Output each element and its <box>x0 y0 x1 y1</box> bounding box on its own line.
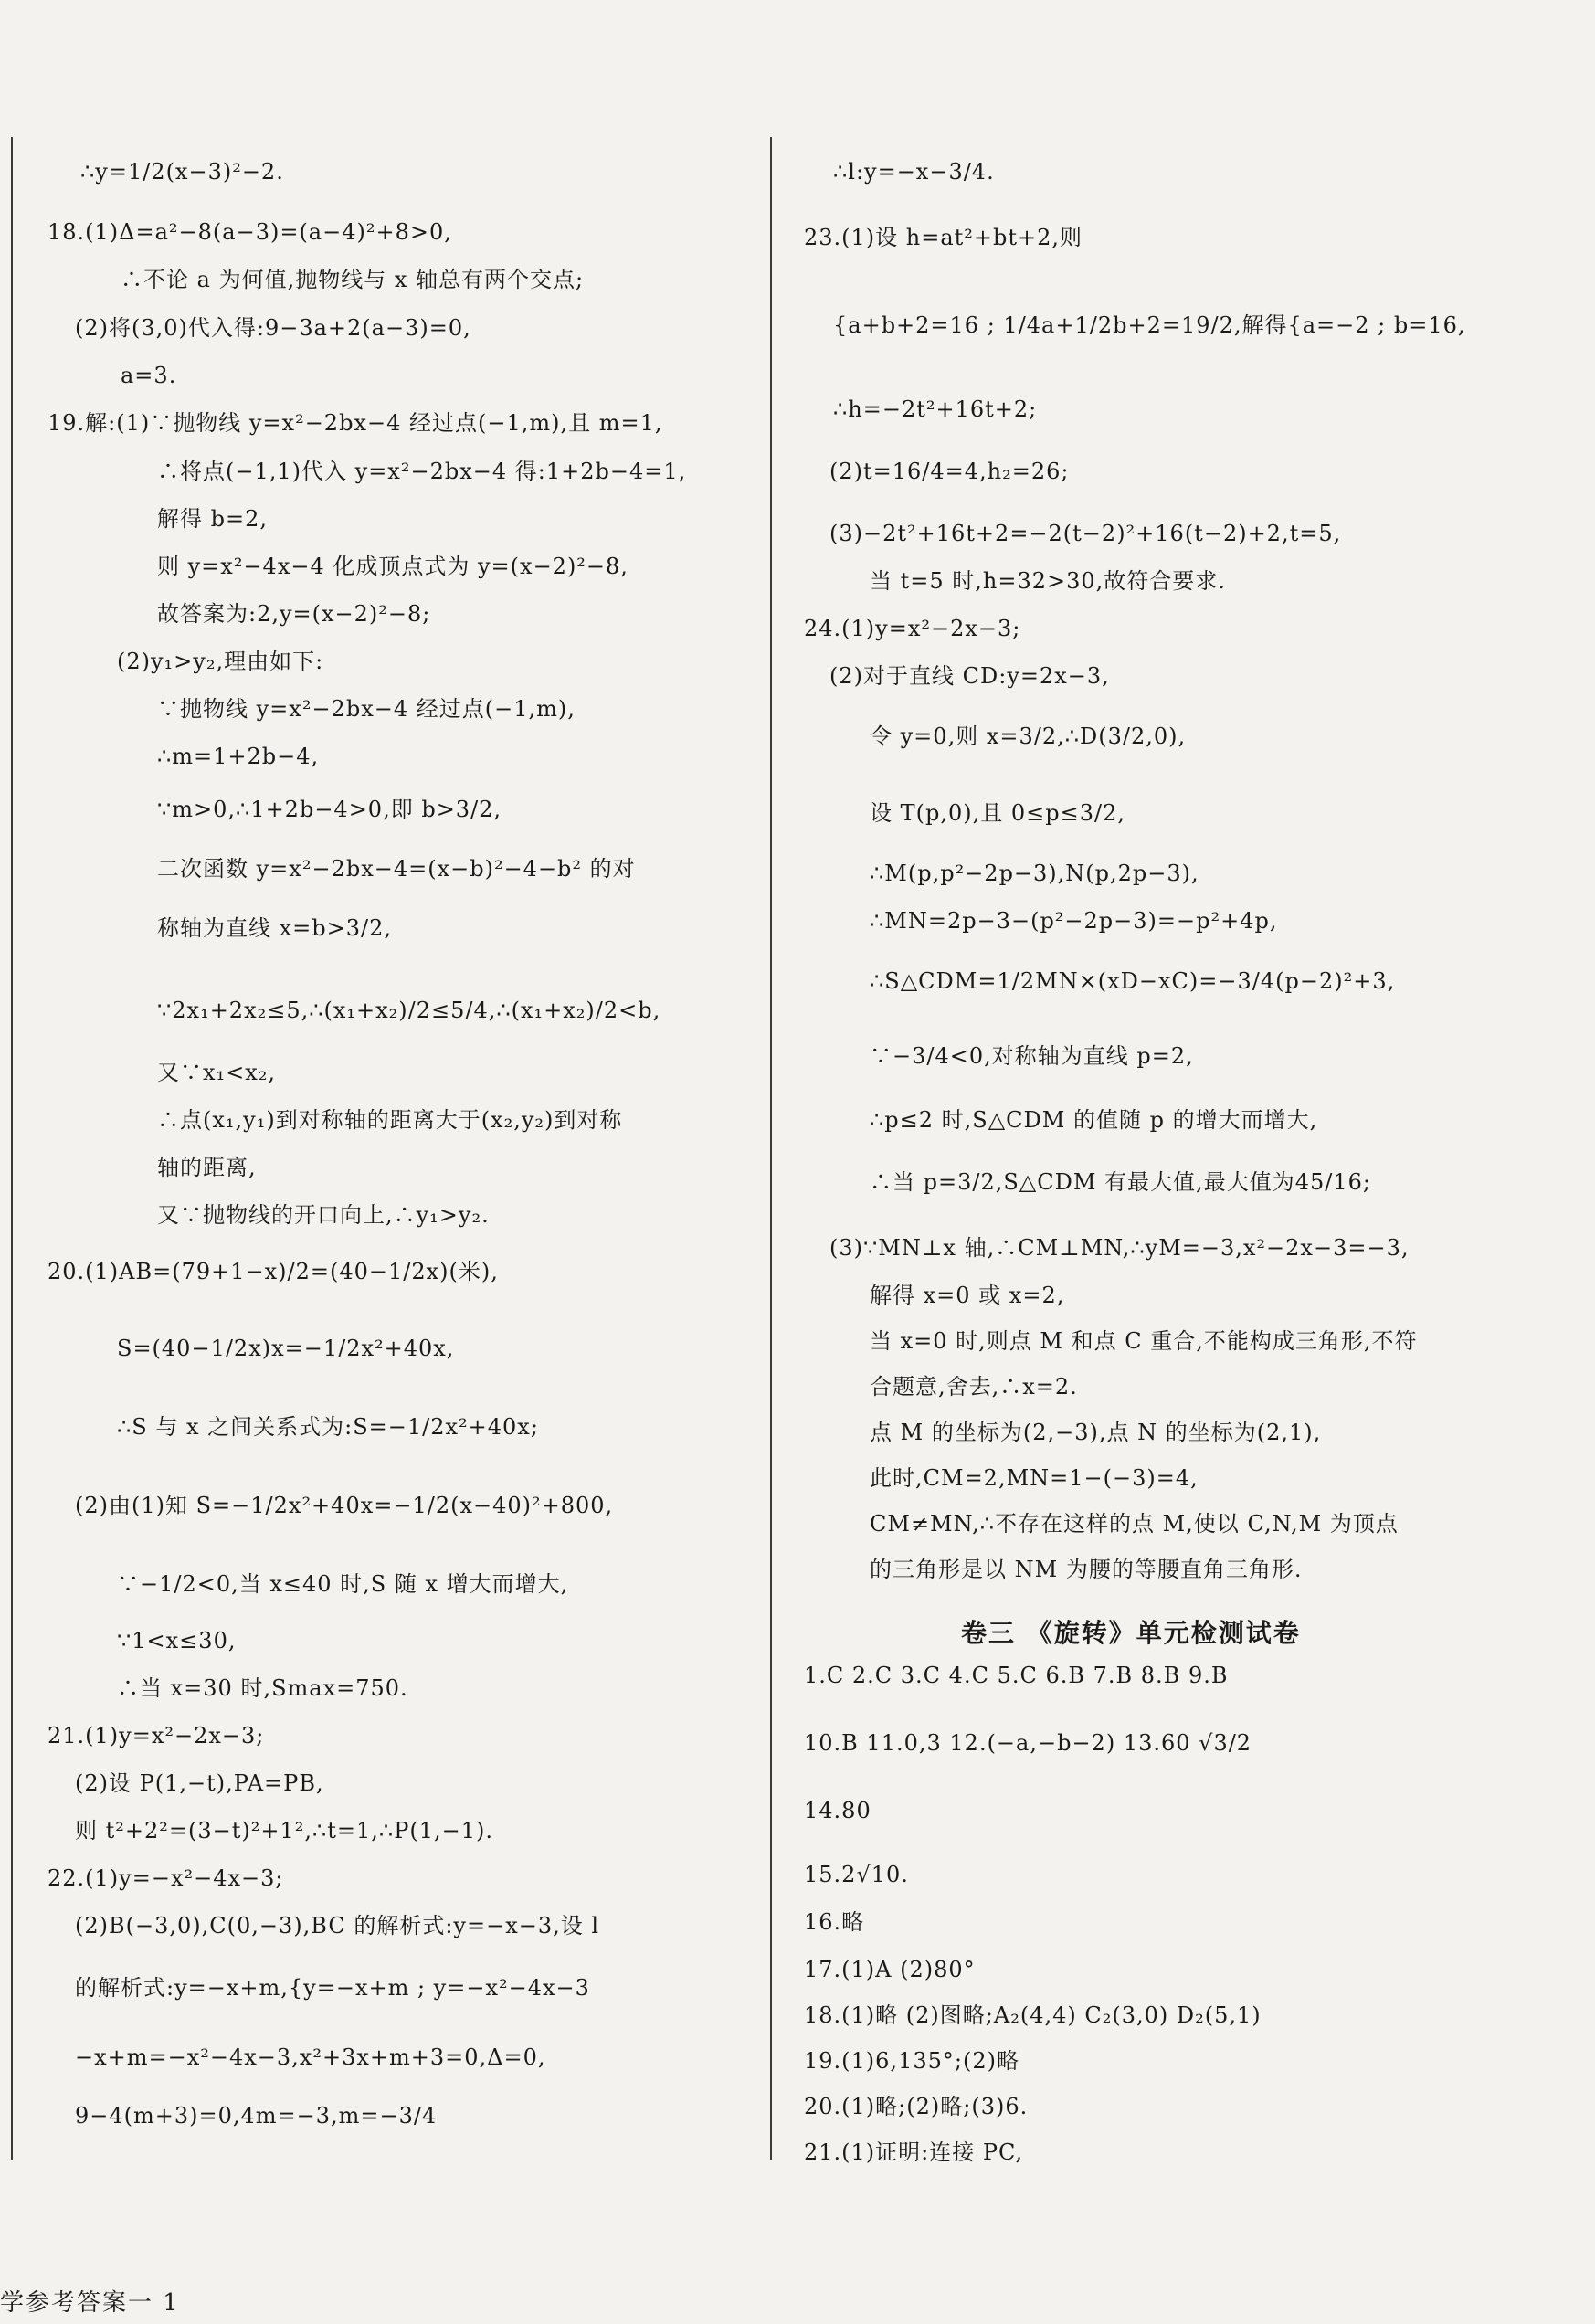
text-line: 当 t=5 时,h=32>30,故符合要求. <box>870 568 1226 594</box>
text-line: ∴S△CDM=1/2MN×(xD−xC)=−3/4(p−2)²+3, <box>870 968 1396 994</box>
answer-line: 18.(1)略 (2)图略;A₂(4,4) C₂(3,0) D₂(5,1) <box>804 2002 1262 2028</box>
text-line: ∴S 与 x 之间关系式为:S=−1/2x²+40x; <box>117 1414 539 1440</box>
answer-line: 20.(1)略;(2)略;(3)6. <box>804 2094 1029 2119</box>
text-line: ∵1<x≤30, <box>117 1628 237 1653</box>
answer-line: 19.(1)6,135°;(2)略 <box>804 2048 1019 2074</box>
text-line: ∴不论 a 为何值,抛物线与 x 轴总有两个交点; <box>121 267 585 292</box>
text-line: ∴点(x₁,y₁)到对称轴的距离大于(x₂,y₂)到对称 <box>157 1107 623 1133</box>
text-line: ∵−3/4<0,对称轴为直线 p=2, <box>870 1043 1194 1069</box>
answer-line: 17.(1)A (2)80° <box>804 1957 976 1982</box>
text-line: (3)∵MN⊥x 轴,∴CM⊥MN,∴yM=−3,x²−2x−3=−3, <box>829 1235 1410 1261</box>
answer-line: 14.80 <box>804 1798 871 1823</box>
answer-line: 15.2√10. <box>804 1862 909 1887</box>
text-line: ∴p≤2 时,S△CDM 的值随 p 的增大而增大, <box>870 1107 1318 1133</box>
text-line: 则 y=x²−4x−4 化成顶点式为 y=(x−2)²−8, <box>157 554 628 579</box>
text-line: 解得 x=0 或 x=2, <box>870 1283 1065 1308</box>
text-line: (2)对于直线 CD:y=2x−3, <box>829 663 1110 689</box>
text-line: ∵−1/2<0,当 x≤40 时,S 随 x 增大而增大, <box>117 1571 569 1597</box>
text-line: CM≠MN,∴不存在这样的点 M,使以 C,N,M 为顶点 <box>870 1511 1399 1537</box>
text-line: 轴的距离, <box>157 1155 257 1180</box>
text-line: (2)t=16/4=4,h₂=26; <box>829 459 1070 484</box>
text-line: 称轴为直线 x=b>3/2, <box>157 915 392 941</box>
text-line: S=(40−1/2x)x=−1/2x²+40x, <box>117 1336 455 1361</box>
answer-line: 1.C 2.C 3.C 4.C 5.C 6.B 7.B 8.B 9.B <box>804 1663 1229 1688</box>
text-line: (3)−2t²+16t+2=−2(t−2)²+16(t−2)+2,t=5, <box>829 521 1342 546</box>
text-line: ∴MN=2p−3−(p²−2p−3)=−p²+4p, <box>870 908 1278 934</box>
text-line: ∴当 x=30 时,Smax=750. <box>117 1675 408 1701</box>
text-line: 令 y=0,则 x=3/2,∴D(3/2,0), <box>870 724 1187 749</box>
text-line: 的解析式:y=−x+m,{y=−x+m ; y=−x²−4x−3 <box>75 1975 590 2001</box>
text-line: 故答案为:2,y=(x−2)²−8; <box>157 601 431 627</box>
text-line: ∴m=1+2b−4, <box>157 744 320 769</box>
text-line: 点 M 的坐标为(2,−3),点 N 的坐标为(2,1), <box>870 1420 1322 1445</box>
text-line: 此时,CM=2,MN=1−(−3)=4, <box>870 1465 1199 1491</box>
text-line: 设 T(p,0),且 0≤p≤3/2, <box>870 800 1125 826</box>
text-line: {a+b+2=16 ; 1/4a+1/2b+2=19/2,解得{a=−2 ; b=16, <box>833 312 1466 338</box>
text-line: 20.(1)AB=(79+1−x)/2=(40−1/2x)(米), <box>48 1259 499 1284</box>
text-line: 合题意,舍去,∴x=2. <box>870 1374 1078 1400</box>
text-line: 则 t²+2²=(3−t)²+1²,∴t=1,∴P(1,−1). <box>75 1818 493 1843</box>
text-line: 18.(1)Δ=a²−8(a−3)=(a−4)²+8>0, <box>48 219 452 245</box>
text-line: ∴y=1/2(x−3)²−2. <box>80 159 284 185</box>
text-line: 的三角形是以 NM 为腰的等腰直角三角形. <box>870 1557 1303 1582</box>
left-margin-rule <box>11 137 13 2160</box>
text-line: (2)设 P(1,−t),PA=PB, <box>75 1770 324 1796</box>
text-line: 24.(1)y=x²−2x−3; <box>804 616 1021 641</box>
text-line: 19.解:(1)∵抛物线 y=x²−2bx−4 经过点(−1,m),且 m=1, <box>48 410 663 436</box>
page-footer: 学参考答案一 1 <box>0 2289 180 2317</box>
text-line: ∴h=−2t²+16t+2; <box>833 396 1038 422</box>
text-line: 又∵抛物线的开口向上,∴y₁>y₂. <box>157 1202 490 1228</box>
text-line: 解得 b=2, <box>157 506 268 532</box>
answer-line: 10.B 11.0,3 12.(−a,−b−2) 13.60 √3/2 <box>804 1730 1252 1756</box>
text-line: a=3. <box>121 363 177 388</box>
text-line: (2)将(3,0)代入得:9−3a+2(a−3)=0, <box>75 315 471 341</box>
text-line: 二次函数 y=x²−2bx−4=(x−b)²−4−b² 的对 <box>157 856 636 882</box>
text-line: (2)由(1)知 S=−1/2x²+40x=−1/2(x−40)²+800, <box>75 1493 614 1518</box>
text-line: ∵2x₁+2x₂≤5,∴(x₁+x₂)/2≤5/4,∴(x₁+x₂)/2<b, <box>157 998 661 1023</box>
answer-line: 21.(1)证明:连接 PC, <box>804 2139 1024 2165</box>
text-line: ∴当 p=3/2,S△CDM 有最大值,最大值为45/16; <box>870 1169 1371 1195</box>
text-line: ∵m>0,∴1+2b−4>0,即 b>3/2, <box>157 797 502 822</box>
text-line: 22.(1)y=−x²−4x−3; <box>48 1865 284 1891</box>
section-title: 卷三 《旋转》单元检测试卷 <box>961 1618 1301 1648</box>
text-line: ∴M(p,p²−2p−3),N(p,2p−3), <box>870 861 1199 886</box>
text-line: ∴将点(−1,1)代入 y=x²−2bx−4 得:1+2b−4=1, <box>157 459 687 484</box>
text-line: 又∵x₁<x₂, <box>157 1060 277 1085</box>
text-line: ∵抛物线 y=x²−2bx−4 经过点(−1,m), <box>157 696 576 722</box>
text-line: 当 x=0 时,则点 M 和点 C 重合,不能构成三角形,不符 <box>870 1328 1418 1354</box>
text-line: −x+m=−x²−4x−3,x²+3x+m+3=0,Δ=0, <box>75 2044 546 2070</box>
answer-line: 16.略 <box>804 1909 865 1935</box>
column-divider <box>770 137 772 2160</box>
text-line: (2)y₁>y₂,理由如下: <box>117 649 324 674</box>
text-line: 23.(1)设 h=at²+bt+2,则 <box>804 225 1083 250</box>
text-line: 21.(1)y=x²−2x−3; <box>48 1723 265 1748</box>
text-line: 9−4(m+3)=0,4m=−3,m=−3/4 <box>75 2103 438 2129</box>
text-line: (2)B(−3,0),C(0,−3),BC 的解析式:y=−x−3,设 l <box>75 1913 600 1938</box>
text-line: ∴l:y=−x−3/4. <box>833 159 995 185</box>
